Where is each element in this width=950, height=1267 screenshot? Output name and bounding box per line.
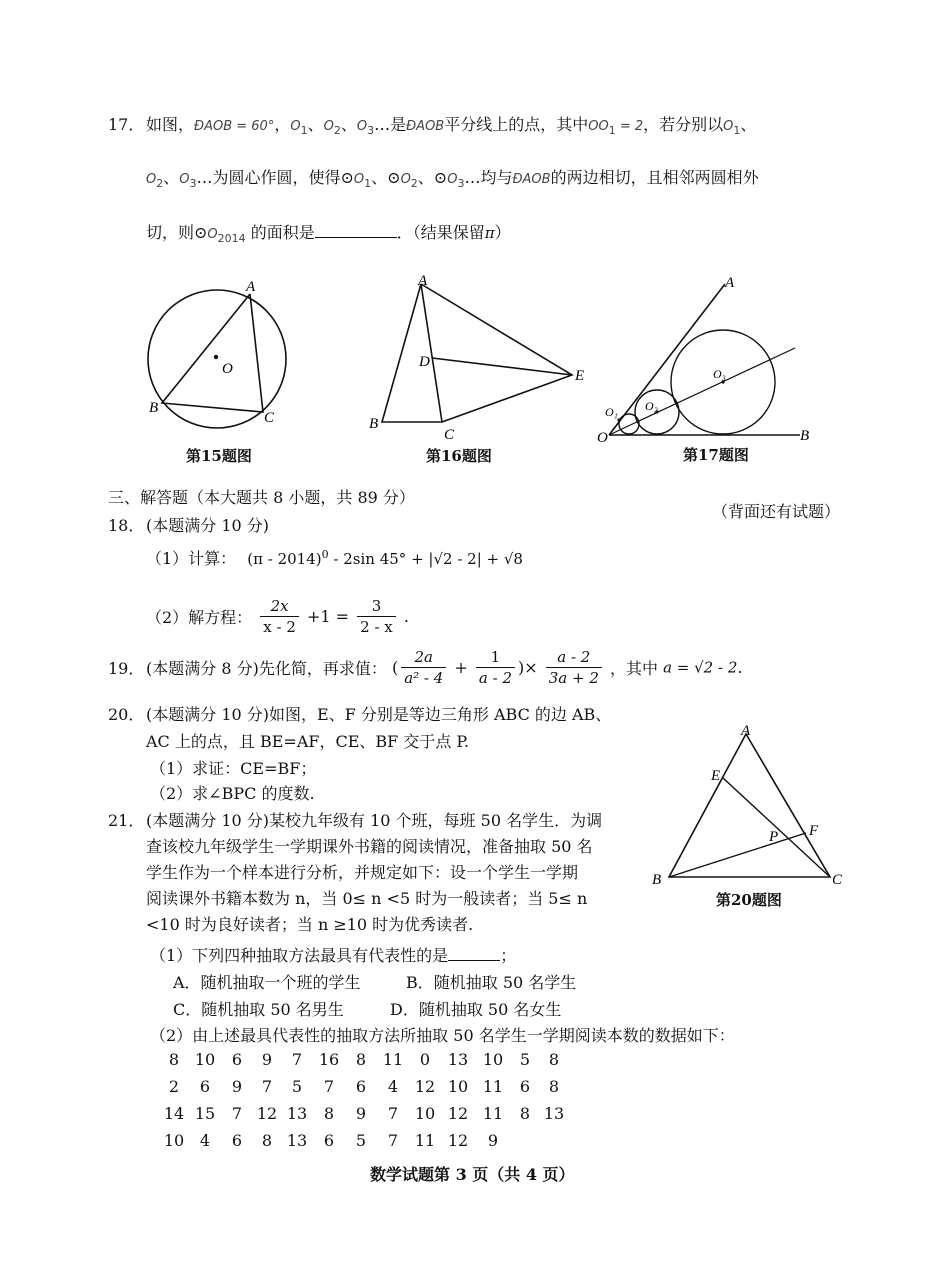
q17-line-2-token: 、 bbox=[163, 168, 180, 187]
q20-line-1: (本题满分 10 分)如图，E、F 分别是等边三角形 ABC 的边 AB、 bbox=[146, 705, 612, 724]
figure-17 bbox=[595, 270, 825, 445]
data-cell: 13 bbox=[543, 1104, 565, 1123]
fig20-label-E: E bbox=[711, 768, 721, 784]
data-cell: 2 bbox=[168, 1077, 180, 1096]
fig17-label-B: B bbox=[800, 428, 810, 444]
data-cell: 13 bbox=[447, 1050, 469, 1069]
q17-line-1-token: = 2 bbox=[615, 119, 644, 134]
data-cell: 12 bbox=[447, 1131, 469, 1150]
data-cell: 10 bbox=[163, 1131, 185, 1150]
page-footer: 数学试题第 3 页（共 4 页） bbox=[370, 1165, 575, 1184]
q19-number: 19． bbox=[108, 659, 145, 678]
q17-line-2-token: 1 bbox=[364, 177, 372, 191]
q21-part-2: （2）由上述最具代表性的抽取方法所抽取 50 名学生一学期阅读本数的数据如下： bbox=[150, 1026, 735, 1045]
q17-line-2-token: O bbox=[353, 172, 365, 187]
q21-answer-blank[interactable] bbox=[448, 946, 500, 961]
q21-data-table bbox=[160, 1050, 568, 1158]
q17-line-2-token: 、⊙ bbox=[371, 168, 401, 187]
q17-line-1-token: ÐAOB = 60° bbox=[194, 119, 275, 134]
data-cell: 7 bbox=[387, 1104, 399, 1123]
data-cell: 13 bbox=[286, 1131, 308, 1150]
q20-part-1: （1）求证：CE=BF； bbox=[150, 759, 317, 778]
q17-line-2-token: 、⊙ bbox=[417, 168, 448, 187]
data-cell: 6 bbox=[231, 1131, 243, 1150]
q17-line-1-token: O bbox=[723, 119, 734, 134]
q17-answer-blank[interactable] bbox=[315, 223, 397, 238]
fig16-caption: 第16题图 bbox=[426, 447, 492, 465]
data-cell: 9 bbox=[487, 1131, 499, 1150]
fig17-label-O: O bbox=[597, 430, 608, 445]
data-cell: 6 bbox=[519, 1077, 531, 1096]
fig16-triangle-ace bbox=[421, 284, 572, 422]
q17-line-1-token: 1 bbox=[300, 124, 308, 138]
data-cell: 9 bbox=[355, 1104, 367, 1123]
q17-line-1-token: 3 bbox=[367, 124, 375, 138]
q17-line-1-token: O bbox=[290, 119, 301, 134]
q17-line-2-token: O bbox=[400, 172, 411, 187]
q17-line-2-token: 2 bbox=[156, 177, 164, 191]
q18-number: 18． bbox=[108, 516, 145, 535]
data-cell: 16 bbox=[318, 1050, 340, 1069]
q17-line-1-token: 如图， bbox=[146, 115, 195, 134]
q18-part-1: （1）计算： (π - 2014)$^0$ - 2sin 45° + |√2 - 2| + √8 bbox=[146, 548, 523, 568]
fig16-label-A: A bbox=[418, 273, 428, 289]
data-cell: 11 bbox=[382, 1050, 404, 1069]
data-cell: 5 bbox=[519, 1050, 531, 1069]
fig15-label-C: C bbox=[264, 410, 275, 426]
data-cell: 6 bbox=[199, 1077, 211, 1096]
data-cell: 11 bbox=[414, 1131, 436, 1150]
fig15-label-O: O bbox=[222, 361, 233, 377]
q17-line-3: 切，则$⊙O_{2014}$ 的面积是 ．（结果保留π） bbox=[146, 223, 511, 246]
section-3-note: （背面还有试题） bbox=[712, 502, 841, 521]
q17-line-2 bbox=[146, 165, 759, 190]
figure-20 bbox=[650, 720, 850, 910]
fig15-label-A: A bbox=[246, 279, 256, 295]
data-cell: 5 bbox=[355, 1131, 367, 1150]
fig15-triangle bbox=[162, 294, 263, 412]
data-cell: 11 bbox=[482, 1104, 504, 1123]
q20-line-2: AC 上的点，且 BE=AF，CE、BF 交于点 P. bbox=[146, 732, 470, 751]
q17-line-2-token: 3 bbox=[457, 177, 465, 191]
q17-line-1-token: 2 bbox=[333, 124, 341, 138]
q17-line-1-token: O bbox=[356, 119, 368, 134]
q20-number: 20． bbox=[108, 705, 145, 724]
data-cell: 8 bbox=[168, 1050, 180, 1069]
q17-line-1-token: 、 bbox=[340, 115, 357, 134]
fig17-label-A: A bbox=[725, 275, 735, 291]
fig16-segment-de bbox=[432, 358, 572, 375]
q17-line-1-token: OO bbox=[588, 119, 609, 134]
q21-line-3: 学生作为一个样本进行分析，并规定如下：设一个学生一学期 bbox=[146, 863, 579, 882]
data-row bbox=[160, 1131, 568, 1158]
fig20-label-B: B bbox=[652, 872, 662, 888]
q17-line-2-token: 的两边相切，且相邻两圆相外 bbox=[550, 168, 759, 187]
data-cell: 14 bbox=[163, 1104, 185, 1123]
data-cell: 7 bbox=[291, 1050, 303, 1069]
fig17-label-O2: O₂ bbox=[645, 399, 658, 413]
q17-line-2-token: …均与 bbox=[464, 168, 513, 187]
fig15-caption: 第15题图 bbox=[186, 447, 252, 465]
data-cell: 11 bbox=[482, 1077, 504, 1096]
section-3-title: 三、解答题（本大题共 8 小题，共 89 分） bbox=[108, 488, 415, 507]
fig16-triangle-abc bbox=[382, 284, 442, 422]
data-row bbox=[160, 1104, 568, 1131]
fig16-label-B: B bbox=[369, 416, 379, 432]
data-cell: 8 bbox=[548, 1077, 560, 1096]
q21-line-2: 查该校九年级学生一学期课外书籍的阅读情况，准备抽取 50 名 bbox=[146, 837, 593, 856]
q17-line-2-token: …为圆心作圆，使得⊙ bbox=[196, 168, 354, 187]
q21-option-c: C．随机抽取 50 名男生 bbox=[173, 1000, 344, 1019]
data-cell: 4 bbox=[387, 1077, 399, 1096]
data-cell: 8 bbox=[323, 1104, 335, 1123]
q17-line-2-token: O bbox=[447, 172, 458, 187]
data-cell: 4 bbox=[199, 1131, 211, 1150]
q21-option-b: B．随机抽取 50 名学生 bbox=[406, 973, 577, 992]
q17-line-1-token: 、 bbox=[740, 115, 757, 134]
data-cell: 5 bbox=[291, 1077, 303, 1096]
data-cell: 6 bbox=[231, 1050, 243, 1069]
q19-body: (本题满分 8 分)先化简，再求值： ( $\frac{2a}{\text{a² - 4}}$ + $\frac{1}{a - 2}$ )× $\frac{a - 2}{3a + 2}$ ，其中 a = √2 - 2. bbox=[146, 648, 743, 687]
q17-number: 17． bbox=[108, 115, 145, 134]
q17-line-1-token: 1 bbox=[733, 124, 741, 138]
q17-line-1-token: O bbox=[323, 119, 334, 134]
data-cell: 7 bbox=[261, 1077, 273, 1096]
fig17-label-O1: O₁ bbox=[605, 405, 618, 419]
q21-line-5: <10 时为良好读者；当 n ≥10 时为优秀读者. bbox=[146, 915, 474, 934]
q17-line-2-token: O bbox=[179, 172, 190, 187]
q21-part-1: （1）下列四种抽取方法最具有代表性的是 ； bbox=[150, 946, 517, 965]
data-cell: 8 bbox=[519, 1104, 531, 1123]
q17-line-1-token: 1 bbox=[608, 124, 616, 138]
q17-line-2-token: 3 bbox=[189, 177, 197, 191]
data-cell: 7 bbox=[387, 1131, 399, 1150]
data-cell: 7 bbox=[323, 1077, 335, 1096]
q17-line-1 bbox=[146, 112, 756, 137]
fig17-caption: 第17题图 bbox=[683, 446, 749, 464]
figure-16 bbox=[362, 272, 592, 447]
q21-line-1: (本题满分 10 分)某校九年级有 10 个班，每班 50 名学生．为调 bbox=[146, 811, 603, 830]
q18-head: (本题满分 10 分) bbox=[146, 516, 270, 535]
fig20-label-C: C bbox=[832, 872, 843, 888]
data-cell: 15 bbox=[194, 1104, 216, 1123]
data-cell: 9 bbox=[231, 1077, 243, 1096]
fig16-label-E: E bbox=[575, 368, 585, 384]
fig16-label-C: C bbox=[444, 427, 455, 443]
q17-line-1-token: ，若分别以 bbox=[643, 115, 724, 134]
q20-part-2: （2）求∠BPC 的度数. bbox=[150, 784, 315, 803]
data-cell: 8 bbox=[355, 1050, 367, 1069]
figure-15 bbox=[140, 275, 300, 465]
q21-line-4: 阅读课外书籍本数为 n，当 0≤ n <5 时为一般读者；当 5≤ n bbox=[146, 889, 588, 908]
data-cell: 13 bbox=[286, 1104, 308, 1123]
data-cell: 12 bbox=[414, 1077, 436, 1096]
fig15-center-dot bbox=[214, 355, 218, 359]
q17-line-2-token: O bbox=[146, 172, 157, 187]
fig15-label-B: B bbox=[149, 400, 159, 416]
data-cell: 6 bbox=[323, 1131, 335, 1150]
data-cell: 12 bbox=[256, 1104, 278, 1123]
data-cell: 8 bbox=[261, 1131, 273, 1150]
data-cell: 6 bbox=[355, 1077, 367, 1096]
fig16-label-D: D bbox=[419, 354, 430, 370]
q17-line-1-token: ， bbox=[274, 115, 291, 134]
q21-option-d: D．随机抽取 50 名女生 bbox=[390, 1000, 562, 1019]
data-cell: 8 bbox=[548, 1050, 560, 1069]
data-cell: 12 bbox=[447, 1104, 469, 1123]
data-cell: 10 bbox=[414, 1104, 436, 1123]
q21-number: 21． bbox=[108, 811, 145, 830]
data-cell: 9 bbox=[261, 1050, 273, 1069]
fig17-ray-oa bbox=[609, 284, 725, 435]
data-cell: 7 bbox=[231, 1104, 243, 1123]
data-cell: 10 bbox=[194, 1050, 216, 1069]
fig20-caption: 第20题图 bbox=[716, 891, 782, 909]
q17-line-1-token: 平分线上的点，其中 bbox=[444, 115, 589, 134]
q17-line-2-token: 2 bbox=[410, 177, 418, 191]
q17-line-2-token: ÐAOB bbox=[512, 172, 551, 187]
data-row bbox=[160, 1077, 568, 1104]
data-cell: 10 bbox=[482, 1050, 504, 1069]
fig20-label-A: A bbox=[741, 723, 751, 739]
data-cell: 10 bbox=[447, 1077, 469, 1096]
q17-line-1-token: …是 bbox=[374, 115, 407, 134]
data-row bbox=[160, 1050, 568, 1077]
q21-option-a: A．随机抽取一个班的学生 bbox=[173, 973, 361, 992]
fig20-label-F: F bbox=[809, 823, 819, 839]
fig17-label-O3: O₃ bbox=[713, 367, 726, 381]
data-cell: 0 bbox=[419, 1050, 431, 1069]
q18-part-2: （2）解方程： $\frac{2x}{x - 2}$ +1 = $\frac{3}{2 - x}$ . bbox=[146, 597, 409, 636]
fig20-label-P: P bbox=[769, 829, 779, 845]
q17-line-1-token: ÐAOB bbox=[406, 119, 445, 134]
q17-line-1-token: 、 bbox=[307, 115, 324, 134]
q18-part-1-expr: (π - 2014)$^0$ - 2sin 45° + |√2 - 2| + √8 bbox=[247, 548, 523, 568]
